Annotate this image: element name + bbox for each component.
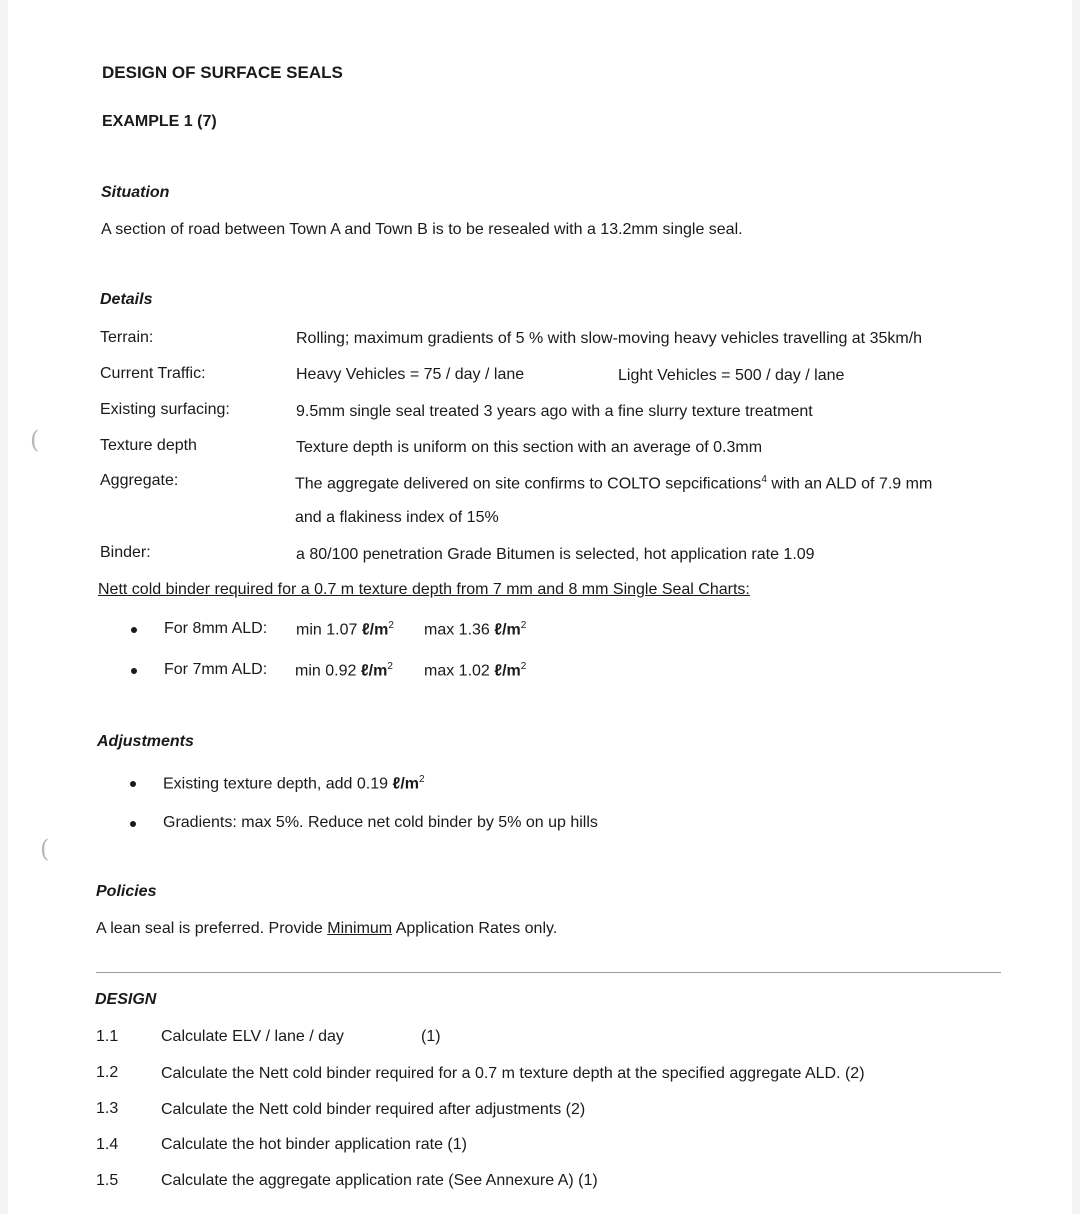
aggregate-value: The aggregate delivered on site confirms to COLTO sepcifications$^4$ with an ALD of 7.9 mm [295, 474, 933, 493]
design-item-text: Calculate the Nett cold binder required for a 0.7 m texture depth at the specified aggregate ALD. (2) [161, 1065, 865, 1082]
details-heading: Details [100, 291, 153, 308]
binder-label: Binder: [100, 544, 151, 561]
margin-mark: ( [40, 835, 50, 863]
terrain-value: Rolling; maximum gradients of 5 % with slow-moving heavy vehicles travelling at 35km/h [296, 330, 923, 347]
document-title: DESIGN OF SURFACE SEALS [102, 63, 343, 82]
aggregate-value-continued: and a flakiness index of 15% [295, 509, 499, 526]
traffic-light: Light Vehicles = 500 / day / lane [618, 367, 845, 384]
traffic-heavy: Heavy Vehicles = 75 / day / lane [296, 366, 525, 383]
terrain-label: Terrain: [100, 329, 154, 346]
ald8-min: min 1.07 $\ell/m^2$ [296, 620, 394, 639]
design-item-number: 1.4 [96, 1136, 119, 1153]
divider [96, 972, 1001, 973]
design-item-number: 1.2 [96, 1064, 119, 1081]
texture-label: Texture depth [100, 437, 197, 454]
situation-text: A section of road between Town A and Town B is to be resealed with a 13.2mm single seal. [101, 221, 743, 238]
design-item-text: Calculate ELV / lane / day [161, 1028, 344, 1045]
surfacing-label: Existing surfacing: [100, 401, 230, 418]
design-item-number: 1.1 [96, 1028, 119, 1045]
margin-mark: ( [30, 426, 40, 454]
example-heading: EXAMPLE 1 (7) [102, 113, 217, 130]
binder-value: a 80/100 penetration Grade Bitumen is selected, hot application rate 1.09 [296, 546, 815, 563]
traffic-label: Current Traffic: [100, 365, 206, 382]
design-item-number: 1.5 [96, 1172, 119, 1189]
bullet [130, 781, 136, 787]
situation-heading: Situation [101, 184, 170, 201]
design-item-text: Calculate the Nett cold binder required after adjustments (2) [161, 1101, 586, 1118]
texture-value: Texture depth is uniform on this section with an average of 0.3mm [296, 439, 763, 456]
policies-heading: Policies [96, 883, 157, 900]
nett-binder-line: Nett cold binder required for a 0.7 m texture depth from 7 mm and 8 mm Single Seal Charts: [98, 581, 750, 598]
ald7-label: For 7mm ALD: [164, 661, 268, 678]
ald7-min: min 0.92 $\ell/m^2$ [295, 661, 393, 680]
surfacing-value: 9.5mm single seal treated 3 years ago with a fine slurry texture treatment [296, 403, 813, 420]
bullet [131, 627, 137, 633]
bullet [130, 821, 136, 827]
design-item-marks: (1) [421, 1028, 441, 1045]
design-item-text: Calculate the aggregate application rate (See Annexure A) (1) [161, 1172, 598, 1189]
ald8-max: max 1.36 $\ell/m^2$ [424, 620, 527, 639]
aggregate-label: Aggregate: [100, 472, 179, 489]
bullet [131, 668, 137, 674]
policies-text: A lean seal is preferred. Provide Minimum Application Rates only. [96, 920, 558, 937]
adjustments-heading: Adjustments [97, 733, 194, 750]
adjustment-gradients: Gradients: max 5%. Reduce net cold binder by 5% on up hills [163, 814, 598, 831]
ald8-label: For 8mm ALD: [164, 620, 268, 637]
design-item-text: Calculate the hot binder application rate (1) [161, 1136, 467, 1153]
ald7-max: max 1.02 $\ell/m^2$ [424, 661, 527, 680]
design-item-number: 1.3 [96, 1100, 119, 1117]
design-heading: DESIGN [95, 991, 157, 1008]
adjustment-texture: Existing texture depth, add 0.19 $\ell/m^2$ [163, 774, 425, 793]
